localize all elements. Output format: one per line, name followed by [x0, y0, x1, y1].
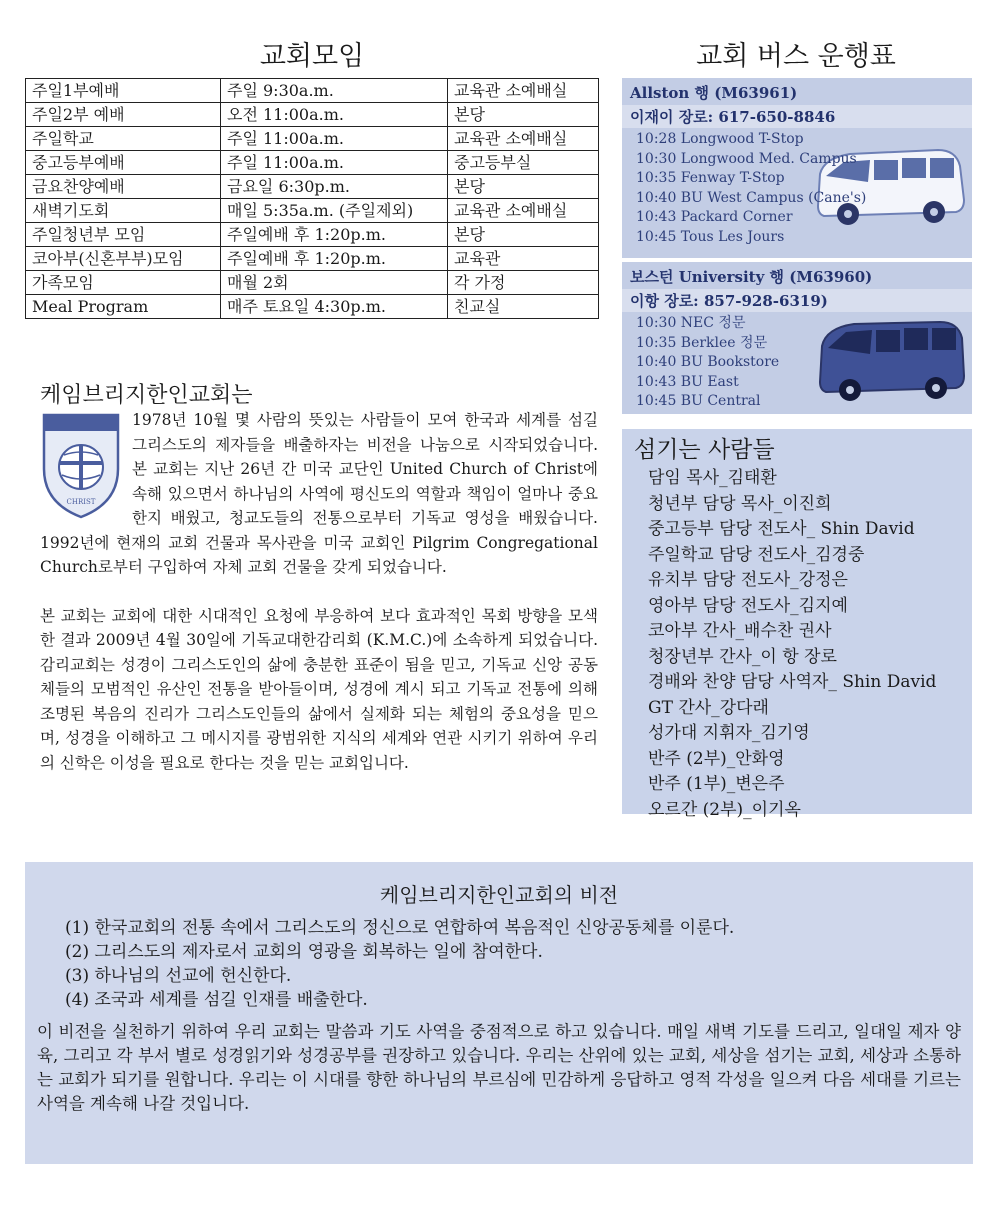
- bus-stop: 10:35 Berklee 정문: [636, 334, 768, 351]
- vision-item: (2) 그리스도의 제자로서 교회의 영광을 회복하는 일에 참여한다.: [65, 942, 543, 962]
- church-crest-icon: [40, 411, 122, 521]
- vision-panel: [25, 862, 973, 1164]
- staff-list: [622, 466, 972, 823]
- meeting-name: 중고등부예배: [26, 151, 221, 175]
- bus-route-allston: [622, 78, 972, 258]
- vision-item: (4) 조국과 세계를 섬길 인재를 배출한다.: [65, 990, 368, 1010]
- meeting-name: 주일청년부 모임: [26, 223, 221, 247]
- meeting-row: [26, 79, 599, 103]
- intro-title: 케임브리지한인교회는: [40, 383, 253, 408]
- staff-member: 코아부 간사_배수찬 권사: [648, 621, 832, 641]
- meeting-time: 오전 11:00a.m.: [221, 103, 448, 127]
- bus-schedule-title: 교회 버스 운행표: [696, 41, 896, 72]
- bus-stop: 10:45 BU Central: [636, 393, 761, 409]
- meeting-row: [26, 175, 599, 199]
- meeting-place: 본당: [448, 175, 599, 199]
- crest-lettering: CHRIST: [66, 498, 96, 506]
- meeting-row: [26, 199, 599, 223]
- meeting-place: 중고등부실: [448, 151, 599, 175]
- bus-stop: 10:40 BU Bookstore: [636, 354, 780, 370]
- meeting-place: 교육관 소예배실: [448, 199, 599, 223]
- staff-member: 반주 (1부)_변은주: [648, 774, 785, 794]
- vision-item: (3) 하나님의 선교에 헌신한다.: [65, 966, 292, 986]
- bus-driver-contact: 이재이 장로: 617-650-8846: [622, 105, 972, 128]
- vision-list: [65, 916, 973, 1012]
- staff-member: 유치부 담당 전도사_강정은: [648, 570, 848, 590]
- meeting-row: [26, 151, 599, 175]
- bus-route-bu: [622, 262, 972, 414]
- meeting-time: 주일예배 후 1:20p.m.: [221, 223, 448, 247]
- meeting-name: 가족모임: [26, 271, 221, 295]
- meeting-place: 각 가정: [448, 271, 599, 295]
- meetings-title: 교회모임: [259, 41, 365, 72]
- meeting-time: 매주 토요일 4:30p.m.: [221, 295, 448, 319]
- bus-stop: 10:35 Fenway T-Stop: [636, 170, 785, 186]
- meeting-place: 교육관: [448, 247, 599, 271]
- staff-title: 섬기는 사람들: [634, 437, 775, 463]
- bus-stop-list: [622, 128, 972, 247]
- staff-member: 반주 (2부)_안화영: [648, 748, 785, 769]
- bus-stop: 10:43 BU East: [636, 373, 739, 390]
- intro-text: [40, 408, 598, 775]
- meeting-time: 매일 5:35a.m. (주일제외): [221, 199, 448, 223]
- meeting-place: 교육관 소예배실: [448, 79, 599, 103]
- meeting-row: [26, 247, 599, 271]
- bus-stop: 10:43 Packard Corner: [636, 209, 793, 225]
- meeting-place: 교육관 소예배실: [448, 127, 599, 151]
- meeting-row: [26, 103, 599, 127]
- staff-member: 담임 목사_김태환: [648, 468, 777, 488]
- meeting-row: [26, 223, 599, 247]
- meeting-name: 코아부(신혼부부)모임: [26, 247, 221, 271]
- meeting-time: 주일 11:00a.m.: [221, 151, 448, 175]
- bus-stop: 10:30 Longwood Med. Campus: [636, 150, 857, 167]
- bus-route-name: 보스턴 University 행 (M63960): [630, 268, 873, 286]
- staff-member: 경배와 찬양 담당 사역자_ Shin David: [648, 672, 937, 692]
- meeting-time: 주일 11:00a.m.: [221, 127, 448, 151]
- staff-member: 주일학교 담당 전도사_김경중: [648, 544, 865, 565]
- vision-body: 이 비전을 실천하기 위하여 우리 교회는 말씀과 기도 사역을 중점적으로 하고 있습니다. 매일 새벽 기도를 드리고, 일대일 제자 양육, 그리고 각 부서 별로 성경읽기와 성경공부를 권장하고 있습니다. 우리는 산위에 있는 교회, 세상을 섬기는 교회, 세상과 소통하는 교회가 되기를 원합니다. 우리는 이 시대를 향한 하나님의 부르심에 민감하게 응답하고 영적 각성을 일으켜 다음 세대를 기르는 사역을 계속해 나갈 것입니다.: [37, 1022, 961, 1113]
- meeting-place: 본당: [448, 223, 599, 247]
- meeting-name: 주일1부예배: [26, 79, 221, 103]
- staff-member: 청년부 담당 목사_이진희: [648, 493, 832, 514]
- staff-member: 오르간 (2부)_이기옥: [648, 799, 801, 820]
- vision-item: (1) 한국교회의 전통 속에서 그리스도의 정신으로 연합하여 복음적인 신앙공동체를 이룬다.: [65, 918, 735, 938]
- bus-stop: 10:28 Longwood T-Stop: [636, 131, 804, 147]
- bus-stop-list: [622, 312, 972, 412]
- staff-member: 영아부 담당 전도사_김지예: [648, 595, 848, 616]
- meetings-table: [25, 78, 599, 319]
- meeting-row: [26, 295, 599, 319]
- staff-member: 중고등부 담당 전도사_ Shin David: [648, 519, 915, 539]
- staff-member: GT 간사_강다래: [648, 697, 769, 718]
- bus-driver-contact: 이항 장로: 857-928-6319): [622, 289, 972, 312]
- bus-stop: 10:40 BU West Campus (Cane's): [636, 189, 867, 206]
- staff-panel: [622, 429, 972, 820]
- meeting-row: [26, 127, 599, 151]
- meeting-time: 매월 2회: [221, 271, 448, 295]
- staff-member: 성가대 지휘자_김기영: [648, 723, 810, 743]
- vision-title: 케임브리지한인교회의 비전: [379, 883, 619, 907]
- meeting-place: 친교실: [448, 295, 599, 319]
- meeting-name: Meal Program: [26, 295, 221, 319]
- staff-member: 청장년부 간사_이 항 장로: [648, 646, 837, 667]
- meeting-time: 금요일 6:30p.m.: [221, 175, 448, 199]
- intro-paragraph-2: 본 교회는 교회에 대한 시대적인 요청에 부응하여 보다 효과적인 목회 방향을 모색한 결과 2009년 4월 30일에 기독교대한감리회 (K.M.C.)에 소속하게 되었습니다. 감리교회는 성경이 그리스도인의 삶에 충분한 표준이 됨을 믿고, 기독교 신앙 공동체들의 모범적인 유산인 전통을 받아들이며, 성경에 계시 되고 기독교 전통에 의해 조명된 복음의 진리가 그리스도인들의 삶에서 실제화 되는 체험의 중요성을 믿으며, 성경을 이해하고 그 메시지를 광범위한 지식의 세계와 연관 시키기 위하여 우리의 신학은 이성을 필요로 한다는 것을 믿는 교회입니다.: [40, 606, 598, 772]
- meeting-name: 주일2부 예배: [26, 103, 221, 127]
- bus-stop: 10:45 Tous Les Jours: [636, 228, 785, 245]
- meeting-time: 주일예배 후 1:20p.m.: [221, 247, 448, 271]
- bus-stop: 10:30 NEC 정문: [636, 315, 746, 331]
- meeting-name: 새벽기도회: [26, 199, 221, 223]
- meeting-name: 주일학교: [26, 127, 221, 151]
- bus-route-name: Allston 행 (M63961): [630, 84, 798, 102]
- meeting-time: 주일 9:30a.m.: [221, 79, 448, 103]
- meeting-row: [26, 271, 599, 295]
- intro-paragraph-1: 1978년 10월 몇 사람의 뜻있는 사람들이 모여 한국과 세계를 섬길 그리스도의 제자들을 배출하자는 비전을 나눔으로 시작되었습니다. 본 교회는 지난 26년 간 미국 교단인 United Church of Christ에 속해 있으면서 하나님의 사역에 평신도의 역할과 책임이 얼마나 중요한지 배웠고, 청교도들의 전통으로부터 기독교 영성을 배웠습니다. 1992년에 현재의 교회 건물과 목사관을 미국 교회인 Pilgrim Congregational Church로부터 구입하여 자체 교회 건물을 갖게 되었습니다.: [40, 411, 598, 576]
- meeting-place: 본당: [448, 103, 599, 127]
- meeting-name: 금요찬양예배: [26, 175, 221, 199]
